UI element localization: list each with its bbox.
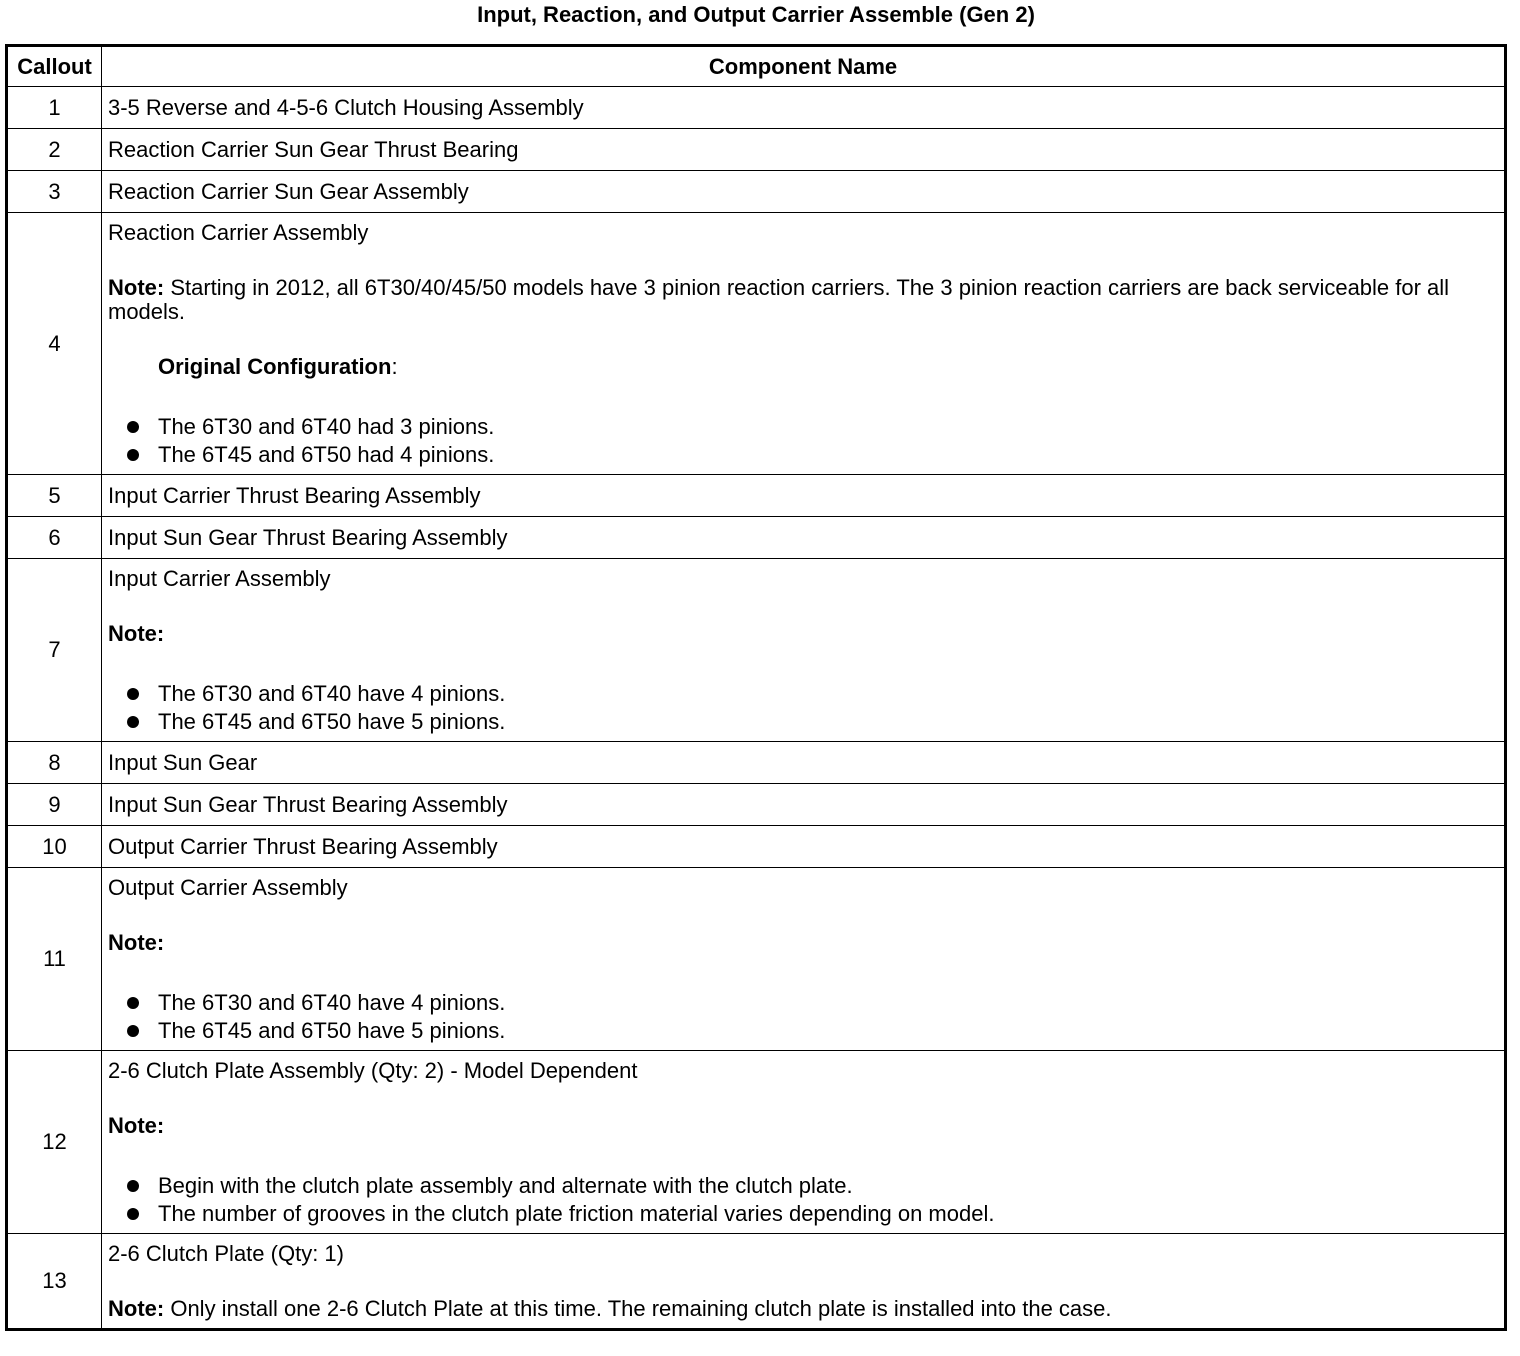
table-row xyxy=(7,475,1506,517)
component-name: 2-6 Clutch Plate (Qty: 1) xyxy=(108,1241,344,1266)
components-table xyxy=(5,44,1507,1331)
bullet-list xyxy=(108,986,1500,1043)
component-cell xyxy=(102,1051,1506,1234)
callout-number: 4 xyxy=(7,213,102,475)
component-name: Input Carrier Assembly xyxy=(108,566,331,591)
component-name: Reaction Carrier Sun Gear Assembly xyxy=(102,171,1506,213)
note-label: Note: xyxy=(108,275,165,300)
component-cell xyxy=(102,213,1506,475)
bullet-list xyxy=(108,1169,1500,1226)
component-cell xyxy=(102,1234,1506,1330)
note-label: Note: xyxy=(108,1296,165,1321)
list-item: Begin with the clutch plate assembly and alternate with the clutch plate. xyxy=(108,1169,1500,1202)
callout-number: 12 xyxy=(7,1051,102,1234)
note-text: Starting in 2012, all 6T30/40/45/50 models have 3 pinion reaction carriers. The 3 pinion reaction carriers are back serviceable for all models. xyxy=(108,275,1450,324)
callout-number: 6 xyxy=(7,517,102,559)
component-name: Output Carrier Thrust Bearing Assembly xyxy=(102,826,1506,868)
component-name: Input Sun Gear Thrust Bearing Assembly xyxy=(102,517,1506,559)
callout-number: 13 xyxy=(7,1234,102,1330)
component-name: Input Sun Gear xyxy=(102,742,1506,784)
table-row xyxy=(7,517,1506,559)
callout-number: 7 xyxy=(7,559,102,742)
list-item: The 6T30 and 6T40 had 3 pinions. xyxy=(108,410,1500,443)
note-label: Note: xyxy=(108,930,165,955)
table-row xyxy=(7,171,1506,213)
list-item: The number of grooves in the clutch plate friction material varies depending on model. xyxy=(108,1202,1500,1226)
note-label: Note: xyxy=(108,621,165,646)
callout-number: 10 xyxy=(7,826,102,868)
table-row xyxy=(7,784,1506,826)
component-name: 2-6 Clutch Plate Assembly (Qty: 2) - Model Dependent xyxy=(108,1058,638,1083)
list-item: The 6T45 and 6T50 have 5 pinions. xyxy=(108,1019,1500,1043)
component-name: Reaction Carrier Assembly xyxy=(108,220,369,245)
table-row xyxy=(7,559,1506,742)
sub-heading-label: Original Configuration xyxy=(158,354,392,379)
component-name: Input Sun Gear Thrust Bearing Assembly xyxy=(102,784,1506,826)
component-cell xyxy=(102,559,1506,742)
page-title: Input, Reaction, and Output Carrier Assemble (Gen 2) xyxy=(477,2,1035,27)
list-item: The 6T45 and 6T50 had 4 pinions. xyxy=(108,443,1500,467)
callout-column-header: Callout xyxy=(7,46,102,87)
callout-number: 5 xyxy=(7,475,102,517)
bullet-list xyxy=(108,677,1500,734)
callout-number: 1 xyxy=(7,87,102,129)
component-name: Input Carrier Thrust Bearing Assembly xyxy=(102,475,1506,517)
component-name: Reaction Carrier Sun Gear Thrust Bearing xyxy=(102,129,1506,171)
sub-heading-suffix: : xyxy=(391,354,398,379)
table-row xyxy=(7,213,1506,475)
table-row xyxy=(7,87,1506,129)
table-row xyxy=(7,1051,1506,1234)
table-row xyxy=(7,742,1506,784)
note-text: Only install one 2-6 Clutch Plate at this time. The remaining clutch plate is installed into the case. xyxy=(164,1296,1112,1321)
callout-number: 2 xyxy=(7,129,102,171)
table-header-row xyxy=(7,46,1506,87)
list-item: The 6T30 and 6T40 have 4 pinions. xyxy=(108,677,1500,710)
list-item: The 6T30 and 6T40 have 4 pinions. xyxy=(108,986,1500,1019)
note-paragraph xyxy=(108,1297,1500,1321)
note-label: Note: xyxy=(108,1113,165,1138)
sub-heading xyxy=(108,355,1500,379)
table-row xyxy=(7,129,1506,171)
note-paragraph xyxy=(108,276,1500,324)
table-row xyxy=(7,868,1506,1051)
callout-number: 8 xyxy=(7,742,102,784)
table-row xyxy=(7,826,1506,868)
list-item: The 6T45 and 6T50 have 5 pinions. xyxy=(108,710,1500,734)
component-name: 3-5 Reverse and 4-5-6 Clutch Housing Assembly xyxy=(102,87,1506,129)
component-cell xyxy=(102,868,1506,1051)
callout-number: 9 xyxy=(7,784,102,826)
bullet-list xyxy=(108,410,1500,467)
table-row xyxy=(7,1234,1506,1330)
component-name-column-header: Component Name xyxy=(102,46,1506,87)
callout-number: 3 xyxy=(7,171,102,213)
callout-number: 11 xyxy=(7,868,102,1051)
component-name: Output Carrier Assembly xyxy=(108,875,348,900)
